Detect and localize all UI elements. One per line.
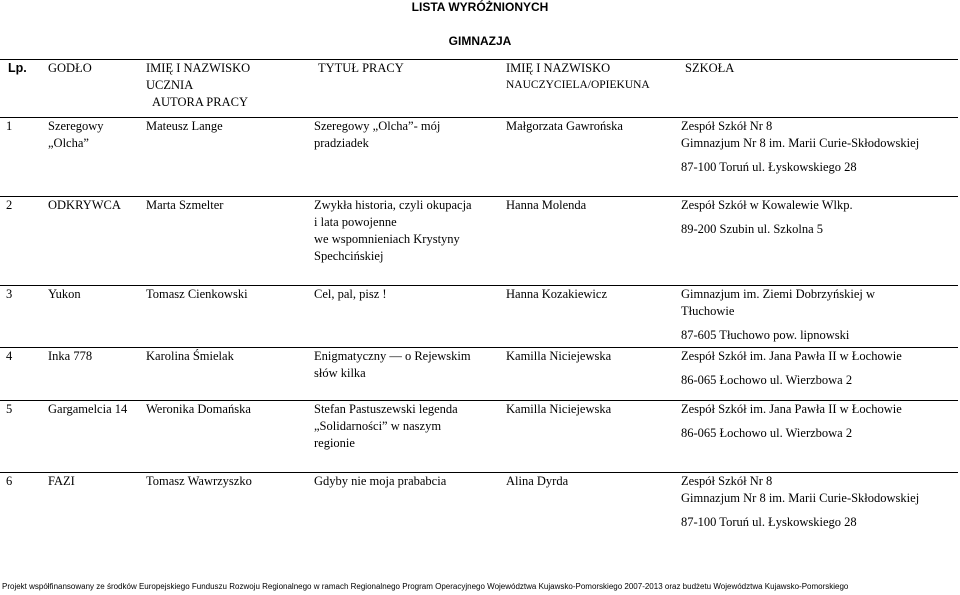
row-teacher: Alina Dyrda <box>506 474 569 488</box>
row-school: Zespół Szkół im. Jana Pawła II w Łochowie 86-065 Łochowo ul. Wierzbowa 2 <box>679 401 958 473</box>
header-school: SZKOŁA <box>679 60 958 118</box>
footer-note: Projekt współfinansowany ze środków Europejskiego Funduszu Rozwoju Regionalnego w ramach Regionalnego Program Operacyjnego Województwa Kujawsko-Pomorskiego 2007-2013 oraz budżetu Województwa Kujawsko-Pomorskiego <box>2 582 849 591</box>
row-author: Tomasz Cienkowski <box>144 286 312 348</box>
row-number: 4 <box>0 348 44 401</box>
school-address: 87-100 Toruń ul. Łyskowskiego 28 <box>681 515 857 529</box>
table-row <box>0 401 958 473</box>
row-title: Szeregowy „Olcha”- mój pradziadek <box>312 118 504 197</box>
row-number: 1 <box>0 118 44 197</box>
table-row <box>0 473 958 547</box>
row-number: 5 <box>0 401 44 473</box>
table-row <box>0 118 958 197</box>
row-title: Stefan Pastuszewski legenda „Solidarności” w naszym regionie <box>312 401 504 473</box>
table-row <box>0 348 958 401</box>
table-row <box>0 286 958 348</box>
table-header-row <box>0 60 958 118</box>
school-address: 86-065 Łochowo ul. Wierzbowa 2 <box>681 426 853 440</box>
row-code: FAZI <box>48 474 75 488</box>
row-code: Szeregowy „Olcha” <box>44 118 144 197</box>
row-school: Zespół Szkół w Kowalewie Wlkp. 89-200 Szubin ul. Szkolna 5 <box>679 197 958 286</box>
school-address: 89-200 Szubin ul. Szkolna 5 <box>681 222 824 236</box>
row-title: Cel, pal, pisz ! <box>312 286 504 348</box>
row-teacher: Kamilla Niciejewska <box>504 401 679 473</box>
row-author: Weronika Domańska <box>144 401 312 473</box>
row-school: Gimnazjum im. Ziemi Dobrzyńskiej w Tłuchowie 87-605 Tłuchowo pow. lipnowski <box>679 286 958 348</box>
list-subtitle: GIMNAZJA <box>448 34 512 48</box>
row-author: Karolina Śmielak <box>144 348 312 401</box>
row-code: Gargamelcia 14 <box>44 401 144 473</box>
awards-table <box>0 59 958 547</box>
row-author: Mateusz Lange <box>144 118 312 197</box>
row-school: Zespół Szkół Nr 8 Gimnazjum Nr 8 im. Marii Curie-Skłodowskiej 87-100 Toruń ul. Łyskowskiego 28 <box>679 473 958 547</box>
row-teacher: Hanna Kozakiewicz <box>504 286 679 348</box>
row-code: Yukon <box>44 286 144 348</box>
row-teacher: Małgorzata Gawrońska <box>504 118 679 197</box>
row-code: Inka 778 <box>44 348 144 401</box>
school-address: 86-065 Łochowo ul. Wierzbowa 2 <box>681 373 853 387</box>
row-author: Tomasz Wawrzyszko <box>146 474 252 488</box>
row-author: Marta Szmelter <box>144 197 312 286</box>
row-title: Enigmatyczny — o Rejewskim słów kilka <box>312 348 504 401</box>
row-school: Zespół Szkół im. Jana Pawła II w Łochowie 86-065 Łochowo ul. Wierzbowa 2 <box>679 348 958 401</box>
school-address: 87-605 Tłuchowo pow. lipnowski <box>681 328 850 342</box>
row-number: 3 <box>0 286 44 348</box>
row-teacher: Hanna Molenda <box>504 197 679 286</box>
row-number: 6 <box>6 474 13 488</box>
school-address: 87-100 Toruń ul. Łyskowskiego 28 <box>681 160 857 174</box>
header-teacher: IMIĘ I NAZWISKO NAUCZYCIELA/OPIEKUNA <box>504 60 679 118</box>
header-author: IMIĘ I NAZWISKO UCZNIA AUTORA PRACY <box>144 60 312 118</box>
header-godlo: GODŁO <box>44 60 144 118</box>
table-row <box>0 197 958 286</box>
row-teacher: Kamilla Niciejewska <box>504 348 679 401</box>
row-school: Zespół Szkół Nr 8 Gimnazjum Nr 8 im. Marii Curie-Skłodowskiej 87-100 Toruń ul. Łyskowskiego 28 <box>679 118 958 197</box>
row-title: Gdyby nie moja prababcia <box>314 474 447 488</box>
row-number: 2 <box>0 197 44 286</box>
row-title: Zwykła historia, czyli okupacja i lata powojenne we wspomnieniach Krystyny Spechcińskiej <box>312 197 504 286</box>
row-code: ODKRYWCA <box>44 197 144 286</box>
header-lp: Lp. <box>0 60 44 118</box>
list-title: LISTA WYRÓŻNIONYCH <box>411 0 549 14</box>
header-title: TYTUŁ PRACY <box>312 60 504 118</box>
